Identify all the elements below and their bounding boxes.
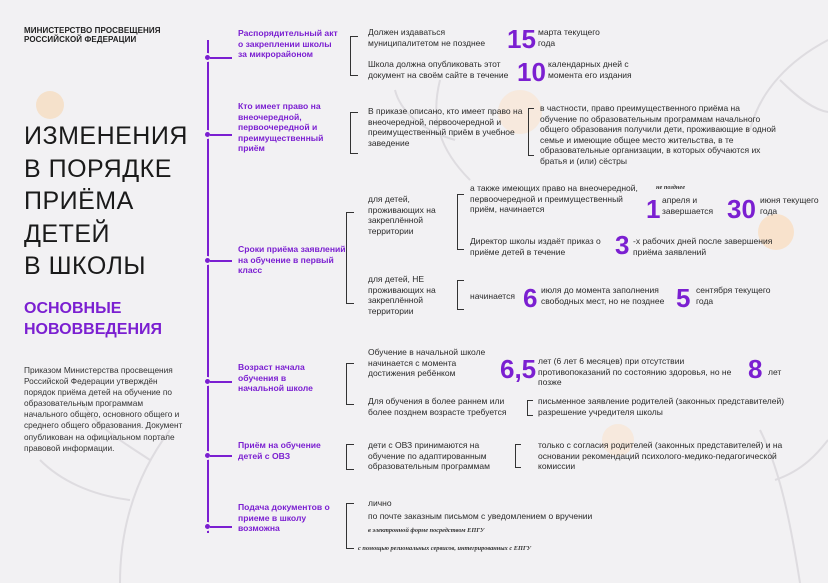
connector-1 (210, 57, 232, 59)
s4-a-after: лет (768, 367, 782, 377)
s2-a-text: В приказе описано, кто имеет право на внеочередной, первоочередной и преимущественный приём в учебное заведение (368, 106, 523, 148)
s3-a2-number: 3 (615, 230, 630, 260)
s3-a1-after: апреля и завершается (662, 195, 714, 216)
section-3-title: Сроки приёма заявлений на обучение в первый класс (238, 244, 346, 276)
s3-a1-note: не позднее (656, 184, 686, 191)
subtitle-line-1: ОСНОВНЫЕ (24, 300, 122, 317)
section-5-title: Приём на обучение детей с ОВЗ (238, 440, 321, 461)
ministry-line2: РОССИЙСКОЙ ФЕДЕРАЦИИ (24, 35, 137, 44)
s3-b-begin: начинается (470, 291, 515, 301)
s1-b-after: календарных дней с момента его издания (548, 59, 632, 80)
s1-b-text: Школа должна опубликовать этот документ на своём сайте в течение (368, 59, 509, 80)
s3-b-after: сентября текущего года (696, 285, 771, 306)
page-title (24, 120, 204, 283)
s5-b-text: только с согласия родителей (законных представителей) и на основании рекомендаций психолого-медико-педагогической комиссии (538, 440, 783, 472)
s4-a-mid: лет (6 лет 6 месяцев) при отсутствии противопоказаний по состоянию здоровья, но не позже (538, 356, 732, 388)
bracket-s2-b (528, 108, 534, 156)
s3-a-text: для детей, проживающих на закреплённой территории (368, 194, 436, 236)
connector-3 (210, 260, 232, 262)
s6-option-2: по почте заказным письмом с уведомлением о вручении (368, 511, 593, 521)
title-line-2: В ПОРЯДКЕ (24, 154, 172, 183)
s1-b-number: 10 (517, 57, 546, 87)
title-line-4: ДЕТЕЙ (24, 219, 111, 248)
s5-a-text: дети с ОВЗ принимаются на обучение по адаптированным образовательным программам (368, 440, 490, 472)
s3-b-number: 6 (523, 283, 538, 313)
section-2-title: Кто имеет право на внеочередной, первоочередной и преимущественный приём (238, 101, 324, 154)
s3-b-number2: 5 (676, 283, 691, 313)
connector-5 (210, 455, 232, 457)
subtitle (24, 298, 204, 340)
section-1-title: Распорядительный акт о закреплении школы за микрорайоном (238, 28, 338, 60)
subtitle-line-2: НОВОВВЕДЕНИЯ (24, 321, 163, 338)
s4-a-number2: 8 (748, 354, 763, 384)
s1-a-text: Должен издаваться муниципалитетом не позднее (368, 27, 486, 48)
connector-4 (210, 381, 232, 383)
s1-a-after: марта текущего года (538, 27, 600, 48)
s3-a2-after: -х рабочих дней после завершения приёма заявлений (633, 236, 773, 257)
s4-a-number: 6,5 (500, 354, 537, 384)
bracket-s4-b (527, 400, 533, 416)
title-line-1: ИЗМЕНЕНИЯ (24, 122, 188, 150)
s3-a1-number: 1 (646, 194, 661, 224)
s3-a2-text: Директор школы издаёт приказ о приёме детей в течение (470, 236, 601, 257)
s4-a-text: Обучение в начальной школе начинается с момента достижения ребёнком (368, 347, 486, 379)
section-4-title: Возраст начала обучения в начальной школе (238, 362, 313, 394)
s3-b-text: для детей, НЕ проживающих на закреплённой территории (368, 274, 436, 316)
bracket-s2 (350, 112, 358, 154)
ministry-header (24, 26, 214, 44)
s3-a1-number2: 30 (727, 194, 756, 224)
title-line-5: В ШКОЛЫ (24, 252, 147, 280)
s6-option-3: в электронной форме посредством ЕПГУ (368, 527, 485, 534)
intro-text: Приказом Министерства просвещения Российской Федерации утверждён порядок приёма детей на обучение по образовательным программам начального общего, основного общего и среднего общего образования. Документ опубликован на официальном портале правовой информации. (24, 365, 183, 453)
s6-option-1: лично (368, 498, 392, 508)
bracket-s4 (346, 363, 354, 405)
section-6-title: Подача документов о приеме в школу возможна (238, 502, 330, 534)
s6-option-4: с помощью региональных сервисов, интегрированных с ЕПГУ (358, 545, 532, 552)
bracket-s1 (350, 36, 358, 76)
bracket-s6 (346, 503, 354, 549)
bracket-s5 (346, 444, 354, 470)
s4-b-after: письменное заявление родителей (законных представителей) разрешение учредителя школы (538, 396, 785, 417)
connector-2 (210, 134, 232, 136)
s3-a1-after2: июня текущего года (760, 195, 819, 216)
bracket-s3-b (457, 280, 464, 310)
bracket-s3-a (457, 194, 464, 250)
bracket-s3 (346, 212, 354, 304)
ministry-line1: МИНИСТЕРСТВО ПРОСВЕЩЕНИЯ (24, 26, 161, 35)
s1-a-number: 15 (507, 24, 536, 54)
s4-b-text: Для обучения в более раннем или более позднем возрасте требуется (368, 396, 507, 417)
s3-a1-text: а также имеющих право на внеочередной, первоочередной и преимущественный приём, начинается (470, 183, 638, 215)
s2-b-text: в частности, право преимущественного приёма на обучение по образовательным программам начального общего образования получили дети, проживающие в одной семье и имеющие общее место жительства, в те образовательные организации, в которых обучаются их братья и (или) сёстры (540, 103, 776, 166)
title-line-3: ПРИЁМА (24, 187, 134, 215)
connector-6 (210, 526, 232, 528)
bracket-s5-b (515, 444, 521, 468)
s3-b-mid: июля до момента заполнения свободных мест, но не позднее (541, 285, 665, 306)
